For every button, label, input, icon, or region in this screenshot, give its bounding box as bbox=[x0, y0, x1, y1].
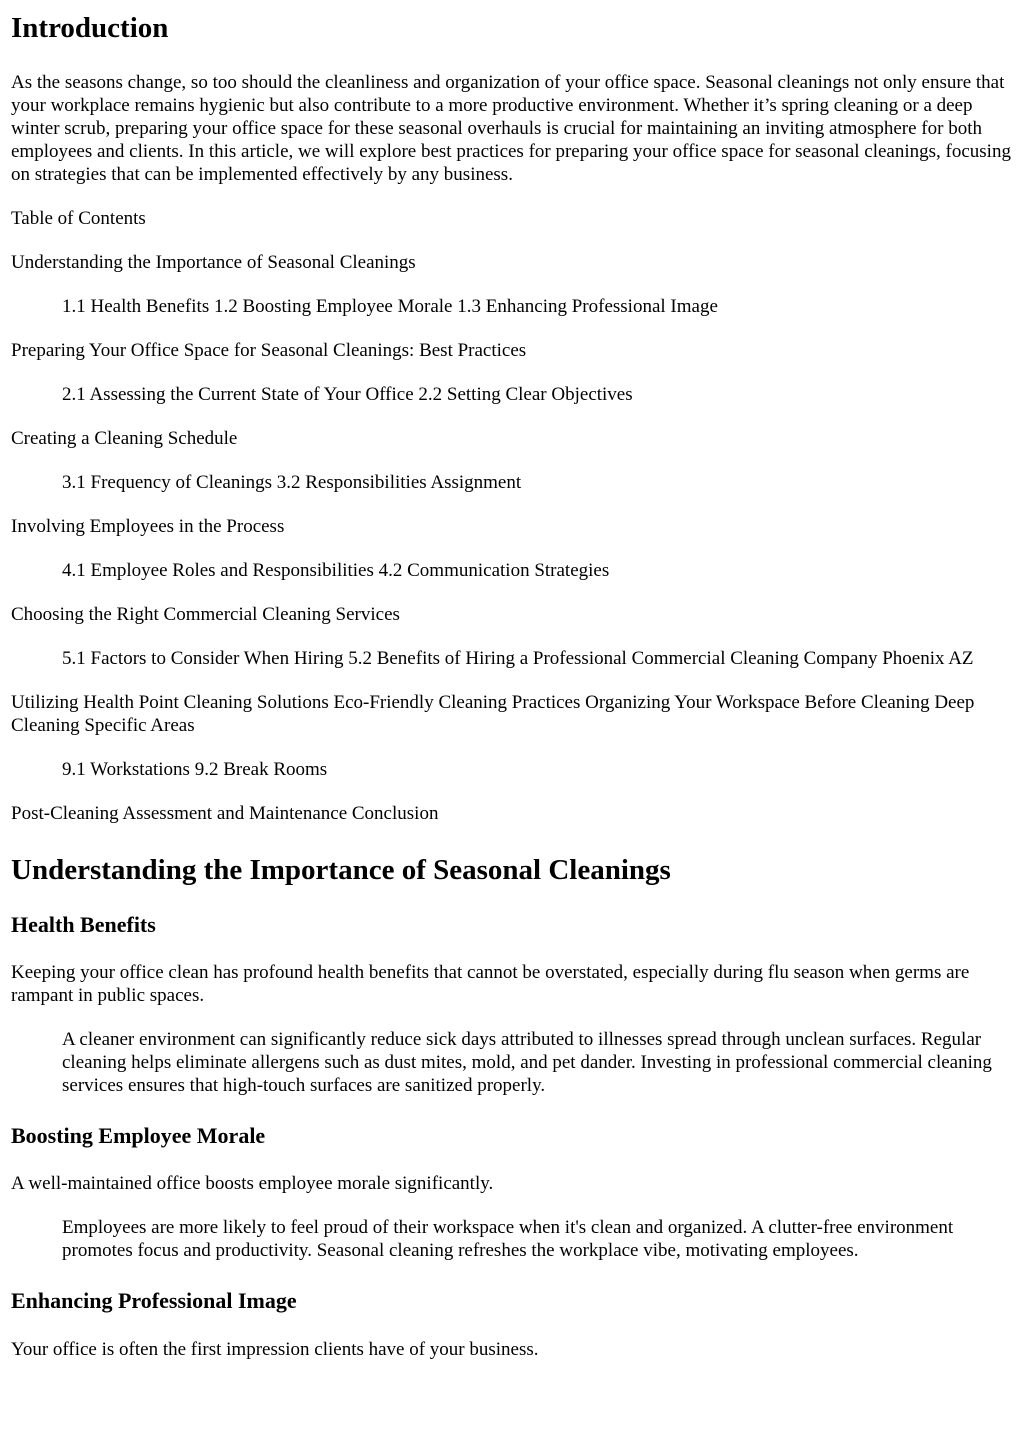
subheading-employee-morale: Boosting Employee Morale bbox=[11, 1122, 266, 1148]
toc-item-section-3: Creating a Cleaning Schedule bbox=[11, 427, 238, 449]
health-benefits-quote: A cleaner environment can significantly reduce sick days attributed to illnesses spread through unclean surfaces. Regular cleaning helps eliminate allergens such as dust mites, mold, and pet dander. Investing in professional commercial cleaning services ensures that high-touch surfaces are sanitized properly. bbox=[62, 1028, 992, 1096]
toc-subitems-section-2: 2.1 Assessing the Current State of Your Office 2.2 Setting Clear Objectives bbox=[62, 383, 633, 405]
toc-item-section-2: Preparing Your Office Space for Seasonal Cleanings: Best Practices bbox=[11, 339, 527, 361]
toc-subitems-section-1: 1.1 Health Benefits 1.2 Boosting Employee Morale 1.3 Enhancing Professional Image bbox=[62, 295, 718, 317]
toc-item-section-1: Understanding the Importance of Seasonal Cleanings bbox=[11, 251, 416, 273]
toc-subitems-section-9: 9.1 Workstations 9.2 Break Rooms bbox=[62, 758, 328, 780]
introduction-paragraph: As the seasons change, so too should the cleanliness and organization of your office space. Seasonal cleanings not only ensure that your workplace remains hygienic but also contribute to a more productive environment. Whether it’s spring cleaning or a deep winter scrub, preparing your office space for these seasonal overhauls is crucial for maintaining an inviting atmosphere for both employees and clients. In this article, we will explore best practices for preparing your office space for seasonal cleanings, focusing on strategies that can be implemented effectively by any business. bbox=[11, 71, 1011, 185]
professional-image-paragraph: Your office is often the first impression clients have of your business. bbox=[11, 1338, 539, 1360]
toc-subitems-section-3: 3.1 Frequency of Cleanings 3.2 Responsibilities Assignment bbox=[62, 471, 522, 493]
toc-subitems-section-5: 5.1 Factors to Consider When Hiring 5.2 Benefits of Hiring a Professional Commercial Cleaning Company Phoenix AZ bbox=[62, 647, 974, 669]
introduction-heading: Introduction bbox=[11, 12, 169, 44]
toc-subitems-section-4: 4.1 Employee Roles and Responsibilities 4.2 Communication Strategies bbox=[62, 559, 610, 581]
toc-item-section-5: Choosing the Right Commercial Cleaning Services bbox=[11, 603, 400, 625]
health-benefits-paragraph: Keeping your office clean has profound health benefits that cannot be overstated, especially during flu season when germs are rampant in public spaces. bbox=[11, 961, 970, 1006]
toc-item-sections-6-8: Utilizing Health Point Cleaning Solutions Eco-Friendly Cleaning Practices Organizing Your Workspace Before Cleaning Deep Cleaning Specific Areas bbox=[11, 691, 975, 736]
toc-item-section-4: Involving Employees in the Process bbox=[11, 515, 285, 537]
table-of-contents-label: Table of Contents bbox=[11, 207, 146, 229]
toc-item-sections-10-11: Post-Cleaning Assessment and Maintenance Conclusion bbox=[11, 802, 439, 824]
subheading-health-benefits: Health Benefits bbox=[11, 911, 156, 937]
employee-morale-quote: Employees are more likely to feel proud of their workspace when it's clean and organized. A clutter-free environment promotes focus and productivity. Seasonal cleaning refreshes the workplace vibe, motivating employees. bbox=[62, 1217, 954, 1262]
section-heading-importance: Understanding the Importance of Seasonal Cleanings bbox=[11, 853, 671, 886]
subheading-professional-image: Enhancing Professional Image bbox=[11, 1288, 297, 1314]
employee-morale-paragraph: A well-maintained office boosts employee morale significantly. bbox=[11, 1173, 494, 1195]
